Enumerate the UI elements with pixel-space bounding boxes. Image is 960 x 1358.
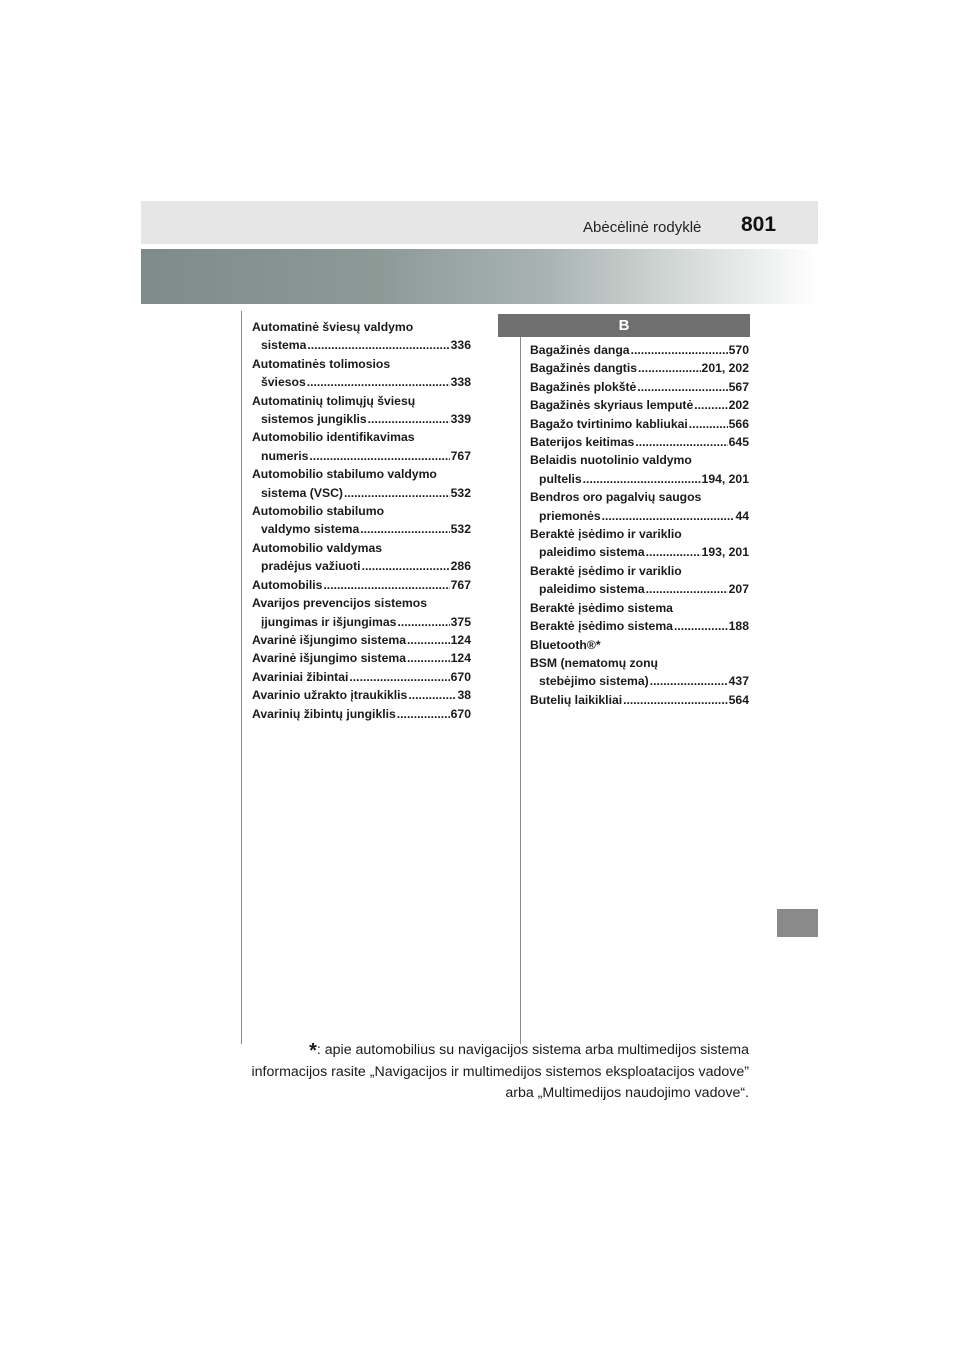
index-entry-term: Bagažinės dangtis <box>530 361 638 376</box>
index-entry <box>530 451 749 488</box>
index-page-ref: 38 <box>457 688 471 703</box>
index-entry <box>252 686 471 704</box>
index-entry <box>252 465 471 502</box>
index-entry-term: Bagažo tvirtinimo kabliukai <box>530 416 688 431</box>
dot-leader <box>408 686 456 704</box>
index-page-ref: 339 <box>450 412 471 427</box>
index-entry-term: sistemos jungiklis <box>261 412 367 427</box>
index-entry-heading: BSM (nematomų zonų <box>530 655 658 670</box>
index-page-ref: 567 <box>728 379 749 394</box>
dot-leader <box>397 705 450 723</box>
index-entry-term: šviesos <box>261 375 306 390</box>
index-entry <box>530 562 749 599</box>
index-entry <box>252 392 471 429</box>
column-divider-middle <box>520 337 521 1044</box>
index-entry <box>530 415 749 433</box>
index-entry-heading: Automobilio identifikavimas <box>252 430 415 445</box>
index-entry <box>252 576 471 594</box>
header-bar <box>141 201 818 244</box>
footnote-marker: * <box>309 1040 317 1062</box>
index-entry <box>530 636 749 654</box>
index-entry <box>252 539 471 576</box>
index-column-right <box>530 341 749 709</box>
dot-leader <box>397 613 449 631</box>
index-entry-term: paleidimo sistema <box>539 582 645 597</box>
dot-leader <box>407 631 450 649</box>
index-entry-heading: Avarijos prevencijos sistemos <box>252 596 427 611</box>
index-page-ref: 124 <box>450 651 471 666</box>
index-entry <box>530 691 749 709</box>
dot-leader <box>362 557 450 575</box>
index-page-ref: 207 <box>728 582 749 597</box>
column-divider-left <box>241 311 242 1044</box>
index-entry <box>252 668 471 686</box>
index-entry <box>530 599 749 617</box>
index-entry-term: paleidimo sistema <box>539 545 645 560</box>
dot-leader <box>650 672 728 690</box>
dot-leader <box>602 507 735 525</box>
index-entry-heading: Bendros oro pagalvių saugos <box>530 490 702 505</box>
index-entry-term: valdymo sistema <box>261 522 360 537</box>
index-entry-heading: Beraktė įsėdimo ir variklio <box>530 527 682 542</box>
dot-leader <box>407 649 450 667</box>
dot-leader <box>689 415 728 433</box>
index-entry-heading: Automobilio stabilumo valdymo <box>252 467 437 482</box>
index-entry-term: Automobilis <box>252 577 323 592</box>
index-entry-term: Butelių laikikliai <box>530 692 623 707</box>
dot-leader <box>344 484 450 502</box>
dot-leader <box>694 396 727 414</box>
index-entry <box>530 341 749 359</box>
index-entry-heading: Automobilio stabilumo <box>252 504 385 519</box>
index-entry-term: Avariniai žibintai <box>252 669 349 684</box>
index-entry-term: Bluetooth®* <box>530 637 601 652</box>
dot-leader <box>623 691 728 709</box>
index-entry-term: pultelis <box>539 471 582 486</box>
index-entry-term: Bagažinės plokštė <box>530 379 637 394</box>
index-page-ref: 645 <box>728 435 749 450</box>
index-entry-term: Avarinė išjungimo sistema <box>252 632 406 647</box>
index-page-ref: 767 <box>450 577 471 592</box>
index-entry-term: Avarinė išjungimo sistema <box>252 651 406 666</box>
index-entry-term: Baterijos keitimas <box>530 435 635 450</box>
index-page-ref: 124 <box>450 632 471 647</box>
index-entry-heading: Automatinių tolimųjų šviesų <box>252 393 416 408</box>
chapter-thumb-tab <box>777 909 818 937</box>
index-entry <box>530 617 749 635</box>
index-entry <box>530 433 749 451</box>
dot-leader <box>307 336 449 354</box>
index-entry-heading: Automatinė šviesų valdymo <box>252 320 414 334</box>
index-entry <box>530 488 749 525</box>
index-entry-term: Bagažinės danga <box>530 343 630 357</box>
index-entry-term: Avarinio užrakto įtraukiklis <box>252 688 408 703</box>
index-entry-heading: Beraktė įsėdimo ir variklio <box>530 563 682 578</box>
index-entry <box>530 378 749 396</box>
dot-leader <box>646 580 728 598</box>
index-entry-term: numeris <box>261 448 309 463</box>
dot-leader <box>638 359 701 377</box>
index-page-ref: 338 <box>450 375 471 390</box>
index-entry-term: Bagažinės skyriaus lemputė <box>530 398 694 413</box>
index-entry-term: priemonės <box>539 508 601 523</box>
index-page-ref: 201, 202 <box>701 361 749 376</box>
index-entry-term: Beraktė įsėdimo sistema <box>530 600 673 615</box>
dot-leader <box>583 470 701 488</box>
dot-leader <box>309 447 449 465</box>
index-entry <box>530 654 749 691</box>
dot-leader <box>646 543 701 561</box>
index-entry <box>252 594 471 631</box>
footnote-line-2: informacijos rasite „Navigacijos ir multimedijos sistemos eksploatacijos vadove” <box>251 1064 749 1080</box>
index-entry <box>530 359 749 377</box>
index-entry-term: Beraktė įsėdimo sistema <box>530 619 673 634</box>
index-entry <box>252 318 471 355</box>
index-page-ref: 202 <box>728 398 749 413</box>
index-entry-heading: Automobilio valdymas <box>252 540 383 555</box>
index-column-left <box>252 318 471 723</box>
dot-leader <box>360 520 449 538</box>
index-page-ref: 564 <box>728 692 749 707</box>
index-page-ref: 437 <box>728 674 749 689</box>
page-number: 801 <box>741 213 777 236</box>
index-entry <box>252 355 471 392</box>
decorative-band <box>141 249 818 304</box>
index-page-ref: 286 <box>450 559 471 574</box>
footnote <box>212 1040 749 1104</box>
index-entry <box>530 525 749 562</box>
index-page-ref: 188 <box>728 619 749 634</box>
index-page-ref: 532 <box>450 485 471 500</box>
index-entry-term: stebėjimo sistema) <box>539 674 649 689</box>
index-entry <box>252 631 471 649</box>
index-entry-term: pradėjus važiuoti <box>261 559 361 574</box>
index-page-ref: 44 <box>735 508 749 523</box>
index-page-ref: 767 <box>450 448 471 463</box>
index-entry-term: įjungimas ir išjungimas <box>261 614 397 629</box>
index-entry-heading: Automatinės tolimosios <box>252 356 391 371</box>
index-page-ref: 193, 201 <box>701 545 749 560</box>
index-entry-term: Avarinių žibintų jungiklis <box>252 706 396 721</box>
dot-leader <box>674 617 728 635</box>
index-page-ref: 194, 201 <box>701 471 749 486</box>
index-entry <box>252 705 471 723</box>
index-page-ref: 336 <box>450 338 471 353</box>
index-page-ref: 570 <box>728 343 749 357</box>
dot-leader <box>368 410 450 428</box>
index-entry-term: sistema (VSC) <box>261 485 343 500</box>
dot-leader <box>637 378 727 396</box>
dot-leader <box>635 433 727 451</box>
index-entry-heading: Belaidis nuotolinio valdymo <box>530 453 692 468</box>
dot-leader <box>349 668 449 686</box>
index-letter-header: B <box>498 314 750 337</box>
footnote-line-1: : apie automobilius su navigacijos sistema arba multimedijos sistema <box>316 1042 749 1058</box>
dot-leader <box>307 373 450 391</box>
index-page-ref: 670 <box>450 706 471 721</box>
index-entry <box>252 428 471 465</box>
dot-leader <box>323 576 449 594</box>
footnote-line-3: arba „Multimedijos naudojimo vadove“. <box>505 1085 749 1101</box>
index-entry <box>252 502 471 539</box>
index-page-ref: 375 <box>450 614 471 629</box>
index-entry <box>252 649 471 667</box>
index-page-ref: 566 <box>728 416 749 431</box>
index-page-ref: 532 <box>450 522 471 537</box>
dot-leader <box>631 341 728 359</box>
section-title: Abėcėlinė rodyklė <box>583 219 702 236</box>
index-entry <box>530 396 749 414</box>
index-page-ref: 670 <box>450 669 471 684</box>
index-entry-term: sistema <box>261 338 307 353</box>
